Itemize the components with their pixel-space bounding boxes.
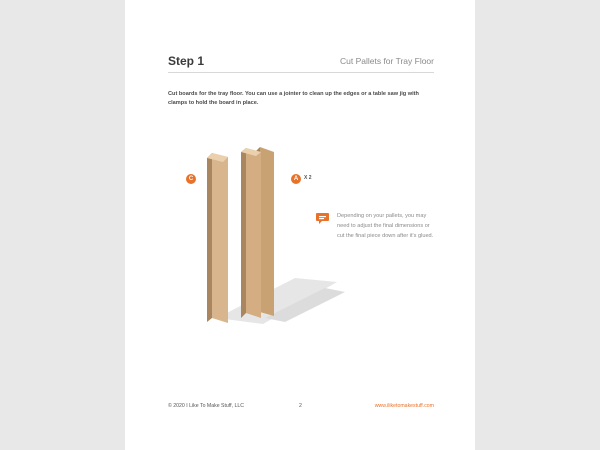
board-a-front-side: [241, 148, 246, 318]
footer-copyright: © 2020 I Like To Make Stuff, LLC: [168, 403, 245, 409]
intro-paragraph: Cut boards for the tray floor. You can use a jointer to clean up the edges or a table saw jig with clamps to hold the board in place.: [168, 91, 419, 106]
board-a-back-face: [260, 147, 274, 316]
tip-speech-bubble-icon: [316, 213, 329, 224]
board-c-face: [212, 153, 228, 323]
callout-c-badge: C: [186, 174, 196, 184]
step-title: Step 1: [168, 54, 205, 68]
callout-a-badge: A: [291, 174, 301, 184]
board-c-side: [207, 153, 212, 322]
footer-website-link[interactable]: www.iliketomakestuff.com: [374, 403, 434, 409]
step-subtitle: Cut Pallets for Tray Floor: [339, 56, 434, 66]
footer-page-number: 2: [299, 403, 302, 409]
board-a-front-face: [246, 148, 261, 318]
tip-text: Depending on your pallets, you may need to adjust the final dimensions or cut the final piece down after it's glued.: [337, 213, 434, 240]
document-page: [125, 0, 475, 450]
callout-a-quantity: X 2: [304, 175, 312, 181]
